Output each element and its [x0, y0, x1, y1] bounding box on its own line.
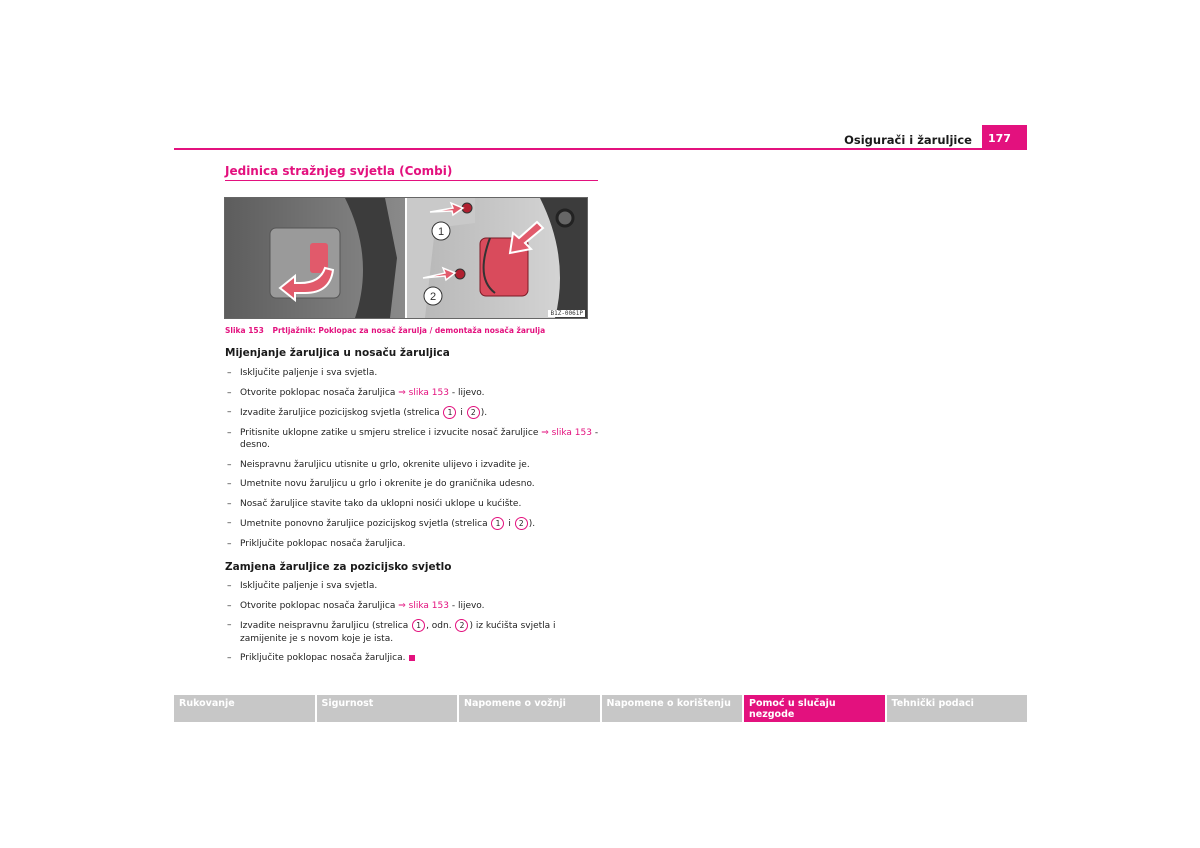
step-text: Neispravnu žaruljicu utisnite u grlo, okrenite ulijevo i izvadite je. — [240, 459, 530, 470]
step-item — [225, 538, 600, 551]
step-text: Umetnite ponovno žaruljice pozicijskog svjetla (strelica — [240, 519, 491, 529]
dash-bullet: – — [227, 407, 232, 417]
section-rule — [225, 180, 598, 181]
step-text: Otvorite poklopac nosača žaruljica — [240, 387, 399, 398]
callout-2: 2 — [467, 406, 480, 419]
callout-2: 2 — [515, 517, 528, 530]
dash-bullet: – — [227, 387, 232, 398]
subheading-replace-bulbs: Mijenjanje žaruljica u nosaču žaruljica — [225, 347, 450, 359]
step-item — [225, 600, 600, 613]
step-item — [225, 580, 600, 593]
callout-1: 1 — [491, 517, 504, 530]
subheading-position-light: Zamjena žaruljice za pozicijsko svjetlo — [225, 561, 452, 573]
step-text: Izvadite neispravnu žaruljicu (strelica — [240, 621, 412, 631]
nav-tab[interactable]: Napomene o vožnji — [459, 695, 600, 722]
step-text: Otvorite poklopac nosača žaruljica — [240, 600, 399, 611]
nav-tab[interactable]: Tehnički podaci — [887, 695, 1028, 722]
dash-bullet: – — [227, 518, 232, 528]
step-item — [225, 498, 600, 511]
figure-code: B1Z-0061P — [550, 310, 583, 317]
nav-tab[interactable]: Sigurnost — [317, 695, 458, 722]
step-text: Nosač žaruljice stavite tako da uklopni nosići uklope u kućište. — [240, 498, 522, 509]
dash-bullet: – — [227, 368, 232, 378]
step-text: Priključite poklopac nosača žaruljica. — [240, 538, 406, 549]
step-item — [225, 367, 600, 380]
dash-bullet: – — [227, 620, 232, 630]
caption-text: Prtljažnik: Poklopac za nosač žarulja / demontaža nosača žarulja — [272, 326, 546, 335]
step-text: ) iz kućišta svjetla i zamijenite je s novom koje je ista. — [240, 621, 556, 644]
step-text: Umetnite novu žaruljicu u grlo i okrenite je do graničnika udesno. — [240, 479, 535, 489]
step-item — [225, 459, 600, 472]
marker-2-label: 2 — [429, 291, 437, 303]
nav-tab[interactable]: Rukovanje — [174, 695, 315, 722]
page-number: 177 — [982, 125, 1027, 149]
dash-bullet: – — [227, 538, 232, 549]
figure-caption — [225, 326, 545, 335]
steps-list-2 — [225, 580, 600, 672]
step-text: i — [505, 519, 514, 529]
end-of-section-icon — [409, 655, 415, 661]
trunk-light-illustration — [225, 198, 587, 318]
step-text: ). — [528, 519, 536, 529]
caption-number: Slika 153 — [225, 326, 264, 335]
dash-bullet: – — [227, 498, 232, 509]
step-text: Pritisnite uklopne zatike u smjeru strelice i izvucite nosač žaruljice — [240, 427, 542, 438]
dash-bullet: – — [227, 581, 232, 591]
steps-list-1 — [225, 367, 600, 557]
marker-1-label: 1 — [437, 226, 445, 238]
dash-bullet: – — [227, 600, 232, 611]
dash-bullet: – — [227, 459, 232, 470]
step-text: Izvadite žaruljice pozicijskog svjetla (strelica — [240, 408, 443, 418]
step-text: Isključite paljenje i sva svjetla. — [240, 368, 378, 378]
chapter-nav — [174, 695, 1027, 722]
running-header-title: Osigurači i žaruljice — [844, 133, 972, 147]
dash-bullet: – — [227, 479, 232, 489]
figure-reference-link[interactable]: ⇒ slika 153 — [541, 427, 592, 438]
step-text: - lijevo. — [448, 387, 485, 398]
dash-bullet: – — [227, 653, 232, 663]
step-item — [225, 517, 600, 531]
figure-reference-link[interactable]: ⇒ slika 153 — [398, 600, 449, 611]
nav-tab[interactable]: Napomene o korištenju — [602, 695, 743, 722]
step-item — [225, 619, 600, 645]
step-text: Isključite paljenje i sva svjetla. — [240, 581, 378, 591]
figure-illustration — [224, 197, 588, 319]
step-item — [225, 427, 600, 452]
step-text: - lijevo. — [448, 600, 485, 611]
nav-tab[interactable]: Pomoć u slučaju nezgode — [744, 695, 885, 722]
step-text: Priključite poklopac nosača žaruljica. — [240, 653, 406, 663]
figure-reference-link[interactable]: ⇒ slika 153 — [398, 387, 449, 398]
callout-2: 2 — [455, 619, 468, 632]
step-text: i — [457, 408, 466, 418]
step-item — [225, 406, 600, 420]
header-rule — [174, 148, 1027, 150]
step-item — [225, 652, 600, 665]
callout-1: 1 — [443, 406, 456, 419]
step-text: - desno. — [240, 427, 599, 450]
section-title: Jedinica stražnjeg svjetla (Combi) — [225, 164, 453, 178]
step-text: , odn. — [426, 621, 455, 631]
dash-bullet: – — [227, 427, 232, 438]
step-item — [225, 387, 600, 400]
step-text: ). — [480, 408, 488, 418]
step-item — [225, 478, 600, 491]
callout-1: 1 — [412, 619, 425, 632]
